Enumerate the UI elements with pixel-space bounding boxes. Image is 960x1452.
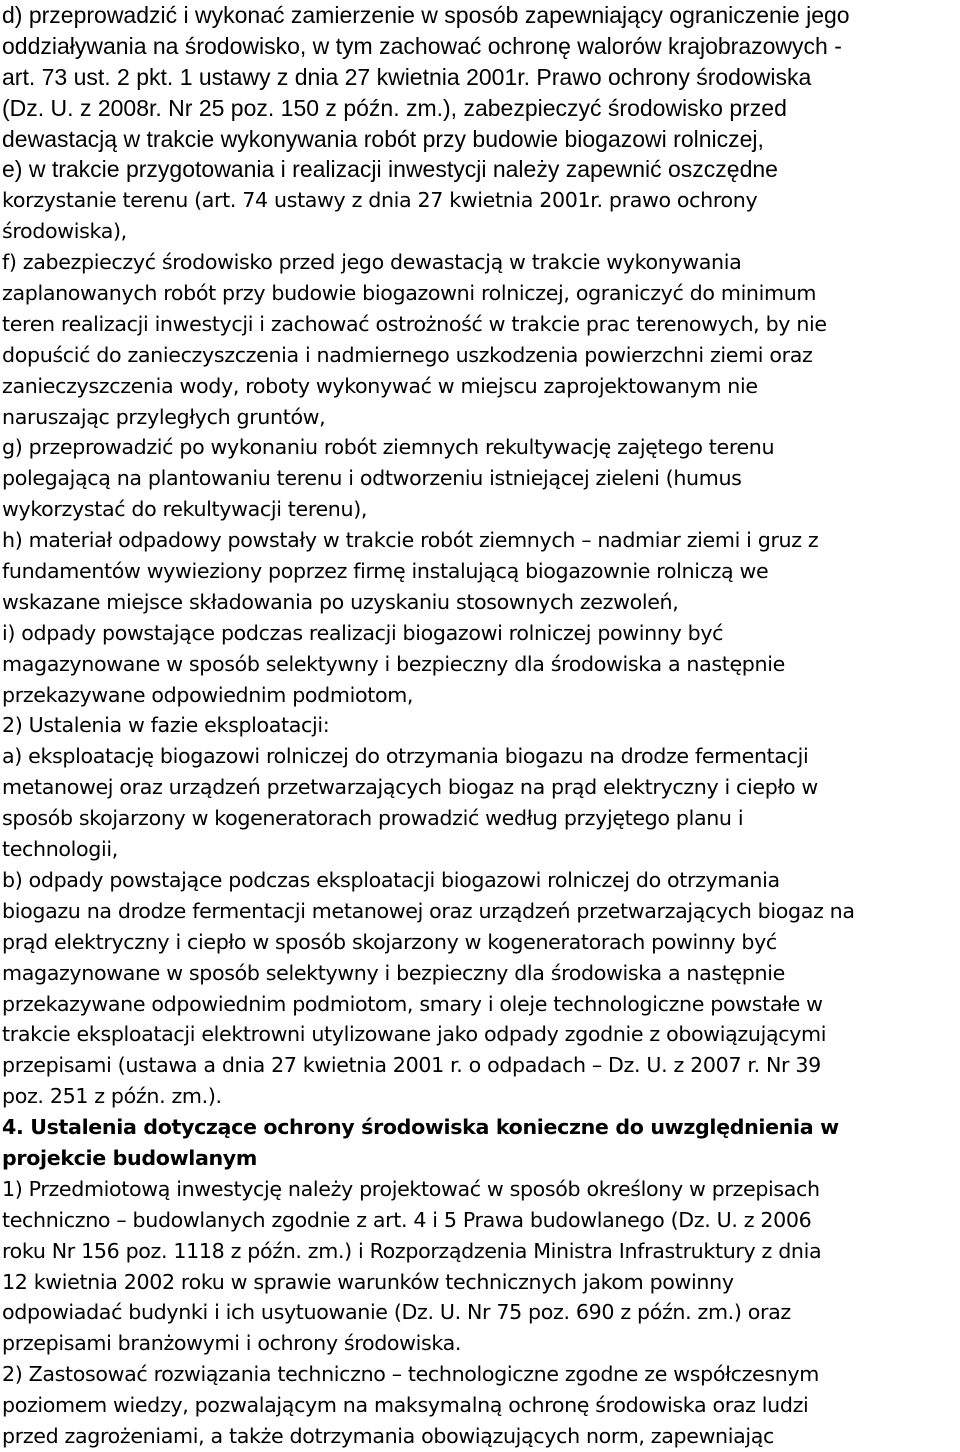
text-line: e) w trakcie przygotowania i realizacji inwestycji należy zapewnić oszczędne <box>2 156 778 183</box>
text-line: metanowej oraz urządzeń przetwarzających biogaz na prąd elektryczny i ciepło w <box>2 775 818 800</box>
section-heading-line: 4. Ustalenia dotyczące ochrony środowiska konieczne do uwzględnienia w <box>2 1115 839 1140</box>
text-line: korzystanie terenu (art. 74 ustawy z dnia 27 kwietnia 2001r. prawo ochrony <box>2 188 758 213</box>
text-line: a) eksploatację biogazowi rolniczej do otrzymania biogazu na drodze fermentacji <box>2 744 809 769</box>
text-line: wskazane miejsce składowania po uzyskaniu stosownych zezwoleń, <box>2 589 679 614</box>
text-line: naruszając przyległych gruntów, <box>2 404 326 429</box>
text-line: roku Nr 156 poz. 1118 z późn. zm.) i Rozporządzenia Ministra Infrastruktury z dnia <box>2 1238 822 1263</box>
text-line: f) zabezpieczyć środowisko przed jego dewastacją w trakcie wykonywania <box>2 250 742 275</box>
text-line: magazynowane w sposób selektywny i bezpieczny dla środowiska a następnie <box>2 651 785 676</box>
section-heading-line: projekcie budowlanym <box>2 1145 257 1170</box>
text-line: środowiska), <box>2 219 127 244</box>
text-line: przed zagrożeniami, a także dotrzymania obowiązujących norm, zapewniając <box>2 1423 775 1448</box>
text-line: przepisami branżowymi i ochrony środowiska. <box>2 1331 462 1356</box>
text-line: polegającą na plantowaniu terenu i odtworzeniu istniejącej zieleni (humus <box>2 466 742 491</box>
text-line: odpowiadać budynki i ich usytuowanie (Dz. U. Nr 75 poz. 690 z późn. zm.) oraz <box>2 1300 791 1325</box>
text-line: art. 73 ust. 2 pkt. 1 ustawy z dnia 27 kwietnia 2001r. Prawo ochrony środowiska <box>2 63 812 90</box>
text-line: d) przeprowadzić i wykonać zamierzenie w sposób zapewniający ograniczenie jego <box>2 2 850 28</box>
text-line: trakcie eksploatacji elektrowni utylizowane jako odpady zgodnie z obowiązującymi <box>2 1022 827 1047</box>
text-line: biogazu na drodze fermentacji metanowej oraz urządzeń przetwarzających biogaz na <box>2 898 855 923</box>
text-line: fundamentów wywieziony poprzez firmę instalującą biogazownie rolniczą we <box>2 559 769 584</box>
text-line: oddziaływania na środowisko, w tym zachować ochronę walorów krajobrazowych - <box>2 32 842 59</box>
text-line: 2) Ustalenia w fazie eksploatacji: <box>2 713 330 738</box>
text-line: (Dz. U. z 2008r. Nr 25 poz. 150 z późn. zm.), zabezpieczyć środowisko przed <box>2 94 787 121</box>
text-line: prąd elektryczny i ciepło w sposób skojarzony w kogeneratorach powinny być <box>2 929 777 954</box>
text-line: 12 kwietnia 2002 roku w sprawie warunków technicznych jakom powinny <box>2 1269 734 1294</box>
text-line: wykorzystać do rekultywacji terenu), <box>2 497 368 522</box>
text-line: teren realizacji inwestycji i zachować ostrożność w trakcie prac terenowych, by nie <box>2 311 827 336</box>
text-line: g) przeprowadzić po wykonaniu robót ziemnych rekultywację zajętego terenu <box>2 435 775 460</box>
text-line: b) odpady powstające podczas eksploatacji biogazowi rolniczej do otrzymania <box>2 867 780 892</box>
text-line: dopuścić do zanieczyszczenia i nadmiernego uszkodzenia powierzchni ziemi oraz <box>2 342 813 367</box>
text-line: przepisami (ustawa a dnia 27 kwietnia 2001 r. o odpadach – Dz. U. z 2007 r. Nr 39 <box>2 1053 821 1078</box>
text-line: przekazywane odpowiednim podmiotom, smary i oleje technologiczne powstałe w <box>2 991 823 1016</box>
text-line: h) materiał odpadowy powstały w trakcie robót ziemnych – nadmiar ziemi i gruz z <box>2 528 819 553</box>
text-line: zaplanowanych robót przy budowie biogazowni rolniczej, ograniczyć do minimum <box>2 281 817 306</box>
text-line: przekazywane odpowiednim podmiotom, <box>2 682 414 707</box>
text-line: i) odpady powstające podczas realizacji biogazowi rolniczej powinny być <box>2 620 724 645</box>
text-line: zanieczyszczenia wody, roboty wykonywać w miejscu zaprojektowanym nie <box>2 373 758 398</box>
text-line: 2) Zastosować rozwiązania techniczno – technologiczne zgodne ze współczesnym <box>2 1362 819 1387</box>
text-line: dewastacją w trakcie wykonywania robót przy budowie biogazowi rolniczej, <box>2 125 764 152</box>
text-line: technologii, <box>2 837 118 862</box>
document-body <box>2 0 960 1452</box>
text-line: poziomem wiedzy, pozwalającym na maksymalną ochronę środowiska oraz ludzi <box>2 1393 809 1418</box>
text-line: sposób skojarzony w kogeneratorach prowadzić według przyjętego planu i <box>2 806 744 831</box>
text-line: poz. 251 z późn. zm.). <box>2 1084 222 1109</box>
text-line: techniczno – budowlanych zgodnie z art. 4 i 5 Prawa budowlanego (Dz. U. z 2006 <box>2 1207 812 1232</box>
text-line: 1) Przedmiotową inwestycję należy projektować w sposób określony w przepisach <box>2 1176 820 1201</box>
text-line: magazynowane w sposób selektywny i bezpieczny dla środowiska a następnie <box>2 960 785 985</box>
